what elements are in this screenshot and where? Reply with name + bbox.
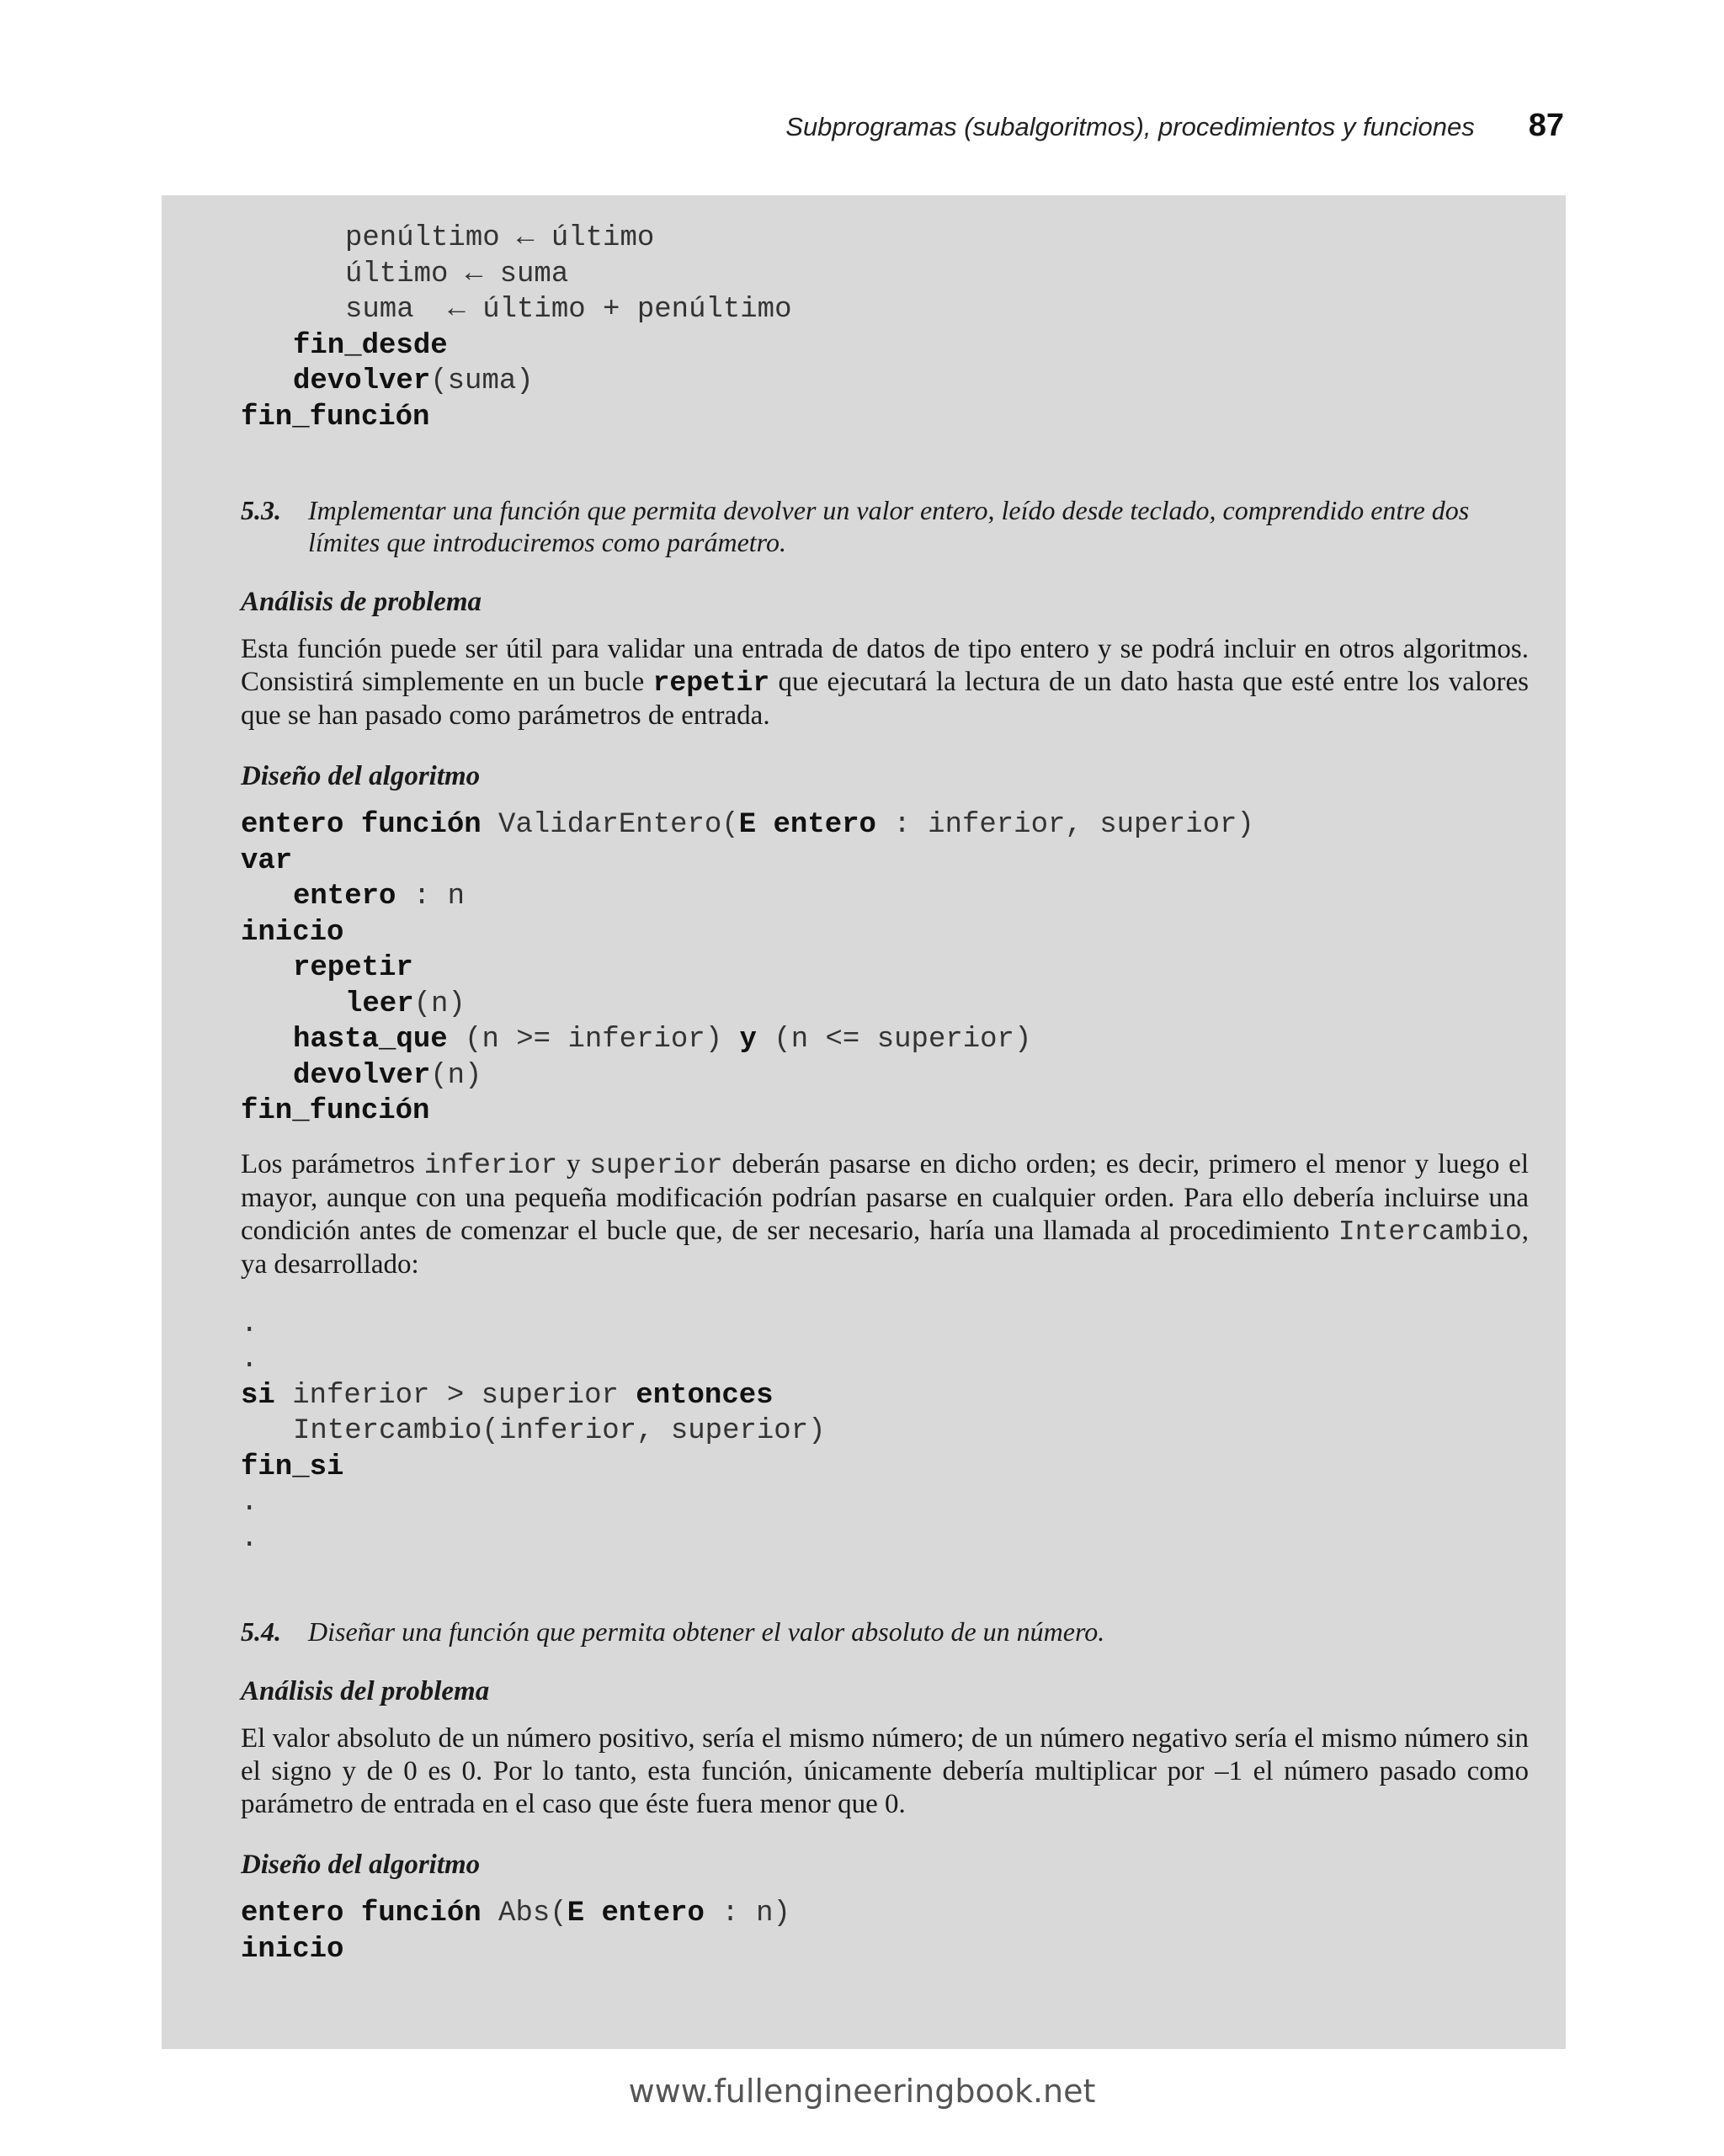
footer-watermark-url: www.fullengineeringbook.net (628, 2073, 1096, 2110)
code-keyword: leer (345, 988, 414, 1020)
code-text: inferior > superior (274, 1379, 636, 1412)
code-keyword: devolver (293, 1059, 431, 1092)
inline-code: superior (589, 1149, 723, 1181)
section-heading: Análisis de problema (241, 587, 482, 617)
page-number: 87 (1528, 108, 1564, 143)
paragraph: El valor absoluto de un número positivo, sería el mismo número; de un número negativo sería el mismo número sin el signo y de 0 es 0. Por lo tanto, esta función, únicamente debería multiplicar por –1 el número pasado como parámetro de entrada en el caso que éste fuera menor que 0. (241, 1723, 1529, 1819)
code-line: fin_desde (293, 329, 448, 362)
section-heading: Diseño del algoritmo (241, 761, 481, 791)
code-line: suma ← último + penúltimo (345, 294, 792, 326)
exercise-statement: Implementar una función que permita devolver un valor entero, leído desde teclado, comprendido entre dos límites que introduciremos como parámetro. (308, 495, 1470, 557)
text: deberán pasarse en dicho orden; es decir, primero el menor y luego el mayor, aunque con una pequeña modificación podrían pasarse en cualquier orden. Para ello debería incluirse una condición antes de comenzar el bucle que, de ser necesario, haría una llamada al procedimiento (241, 1148, 1529, 1246)
code-line: fin_función (241, 1095, 430, 1127)
exercise-number: 5.3. (241, 495, 281, 525)
code-line (241, 879, 1529, 915)
code-line (241, 987, 1529, 1023)
code-line: penúltimo ← último (345, 222, 655, 254)
code-line: repetir (293, 952, 413, 984)
code-line (241, 1896, 1529, 1932)
code-line (241, 1378, 1529, 1414)
code-line: fin_si (241, 1451, 344, 1483)
code-block-intercambio (241, 1307, 1529, 1557)
code-text: (n) (430, 1059, 482, 1092)
code-text: (suma) (430, 365, 534, 397)
code-block-validar-entero (241, 807, 1529, 1130)
code-keyword: y (739, 1024, 757, 1056)
code-text: (n <= superior) (756, 1024, 1032, 1056)
code-line: . (241, 1344, 258, 1376)
code-block-fibonacci-end (241, 221, 1529, 435)
exercise-statement: Diseñar una función que permita obtener el valor absoluto de un número. (308, 1616, 1105, 1647)
text: Los parámetros (241, 1148, 424, 1179)
text: que ejecutará la lectura de un dato hasta que esté entre los valores que se han pasado como parámetros de entrada. (241, 667, 1529, 731)
inline-code: repetir (652, 668, 770, 699)
code-keyword: entero (293, 881, 396, 913)
code-line (241, 364, 1529, 400)
text: Esta función puede ser útil para validar una entrada de datos de tipo entero y se podrá incluir en otros algoritmos. Consistirá simplemente en un bucle (241, 634, 1529, 697)
exercise-5-3 (241, 494, 1529, 558)
text: , ya desarrollado: (241, 1215, 1529, 1280)
page-content (241, 221, 1529, 1967)
code-text: Abs( (481, 1898, 567, 1930)
code-keyword: si (241, 1379, 275, 1412)
paragraph (241, 1148, 1529, 1281)
code-line (241, 807, 1529, 844)
code-text: : inferior, superior) (875, 809, 1254, 841)
code-line: último ← suma (345, 258, 569, 290)
inline-code: Intercambio (1338, 1216, 1522, 1248)
code-block-abs (241, 1896, 1529, 1967)
code-line: . (241, 1307, 258, 1340)
code-line: . (241, 1522, 258, 1555)
running-title: Subprogramas (subalgoritmos), procedimientos y funciones (785, 112, 1475, 141)
code-text: : n) (704, 1898, 790, 1930)
code-keyword: E entero (567, 1898, 705, 1930)
code-keyword: entonces (636, 1379, 774, 1412)
exercise-number: 5.4. (241, 1616, 281, 1647)
code-text: : n (396, 881, 466, 913)
section-heading: Análisis del problema (241, 1676, 490, 1706)
inline-code: inferior (423, 1149, 558, 1181)
content-panel (162, 195, 1566, 2049)
code-line (241, 1058, 1529, 1094)
code-line: fin_función (241, 401, 430, 434)
code-text: (n >= inferior) (447, 1024, 740, 1056)
code-line: Intercambio(inferior, superior) (293, 1415, 826, 1447)
text: y (557, 1148, 590, 1179)
page-header (0, 108, 1564, 148)
code-line: inicio (241, 1933, 344, 1966)
code-line (241, 1022, 1529, 1058)
code-keyword: devolver (293, 365, 431, 397)
code-keyword: entero función (241, 809, 482, 841)
code-keyword: E entero (738, 809, 876, 841)
code-line: var (241, 844, 293, 877)
code-keyword: entero función (241, 1898, 482, 1930)
section-heading: Diseño del algoritmo (241, 1850, 481, 1880)
code-line: inicio (241, 916, 344, 949)
paragraph (241, 633, 1529, 732)
code-text: (n) (413, 988, 466, 1020)
code-text: ValidarEntero( (481, 809, 739, 841)
exercise-5-4 (241, 1616, 1529, 1648)
code-keyword: hasta_que (293, 1024, 448, 1056)
code-line: . (241, 1487, 258, 1519)
